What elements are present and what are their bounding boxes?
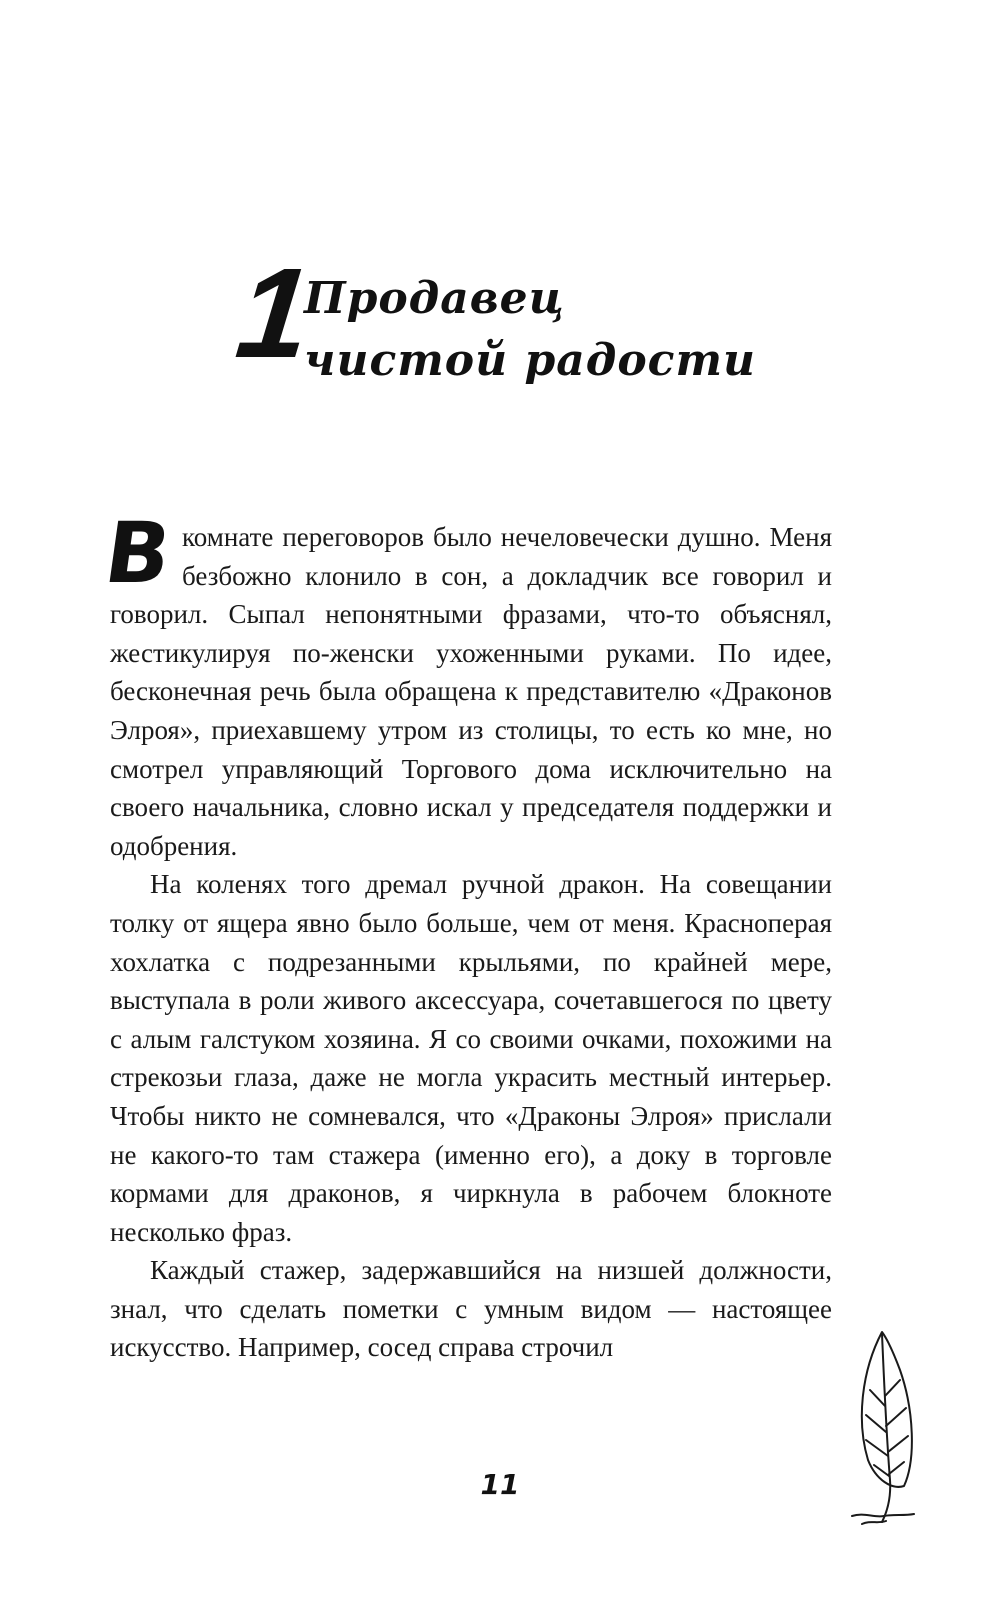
drop-cap: В xyxy=(99,504,177,602)
chapter-number: 1 xyxy=(230,242,317,385)
chapter-body xyxy=(99,504,832,1367)
chapter-title xyxy=(304,268,756,392)
chapter-title-line-1: Продавец xyxy=(304,273,566,324)
paragraph-1-text: комнате переговоров было нечеловечески душно. Меня безбожно клонило в сон, а докладчик все говорил и говорил. Сыпал непонятными фразами, что-то объяснял, жестикулируя по-женски ухоженными руками. По идее, бесконечная речь была обращена к представителю «Драконов Элроя», приехавшему утром из столицы, то есть ко мне, но смотрел управляющий Торгового дома исключительно на своего начальника, словно искал у председателя поддержки и одобрения. xyxy=(110,522,832,861)
chapter-heading xyxy=(230,242,757,402)
paragraph-2: На коленях того дремал ручной дракон. На совещании толку от ящера явно было больше, чем от меня. Красноперая хохлатка с подрезанными крыльями, по крайней мере, выступала в роли живого аксессуара, сочетавшегося по цвету с алым галстуком хозяина. Я со своими очками, похожими на стрекозьи глаза, даже не могла украсить местный интерьер. Чтобы никто не сомневался, что «Драконы Элроя» прислали не какого-то там стажера (именно его), а доку в торговле кормами для драконов, я чиркнула в рабочем блокноте несколько фраз. xyxy=(110,869,832,1247)
chapter-title-line-2: чистой радости xyxy=(304,335,757,386)
feather-icon xyxy=(848,1330,922,1530)
paragraph-3: Каждый стажер, задержавшийся на низшей должности, знал, что сделать пометки с умным видом — настоящее искусство. Например, сосед справа строчил xyxy=(110,1255,832,1363)
page-number: 11 xyxy=(480,1468,520,1501)
paragraph-1 xyxy=(99,504,832,865)
